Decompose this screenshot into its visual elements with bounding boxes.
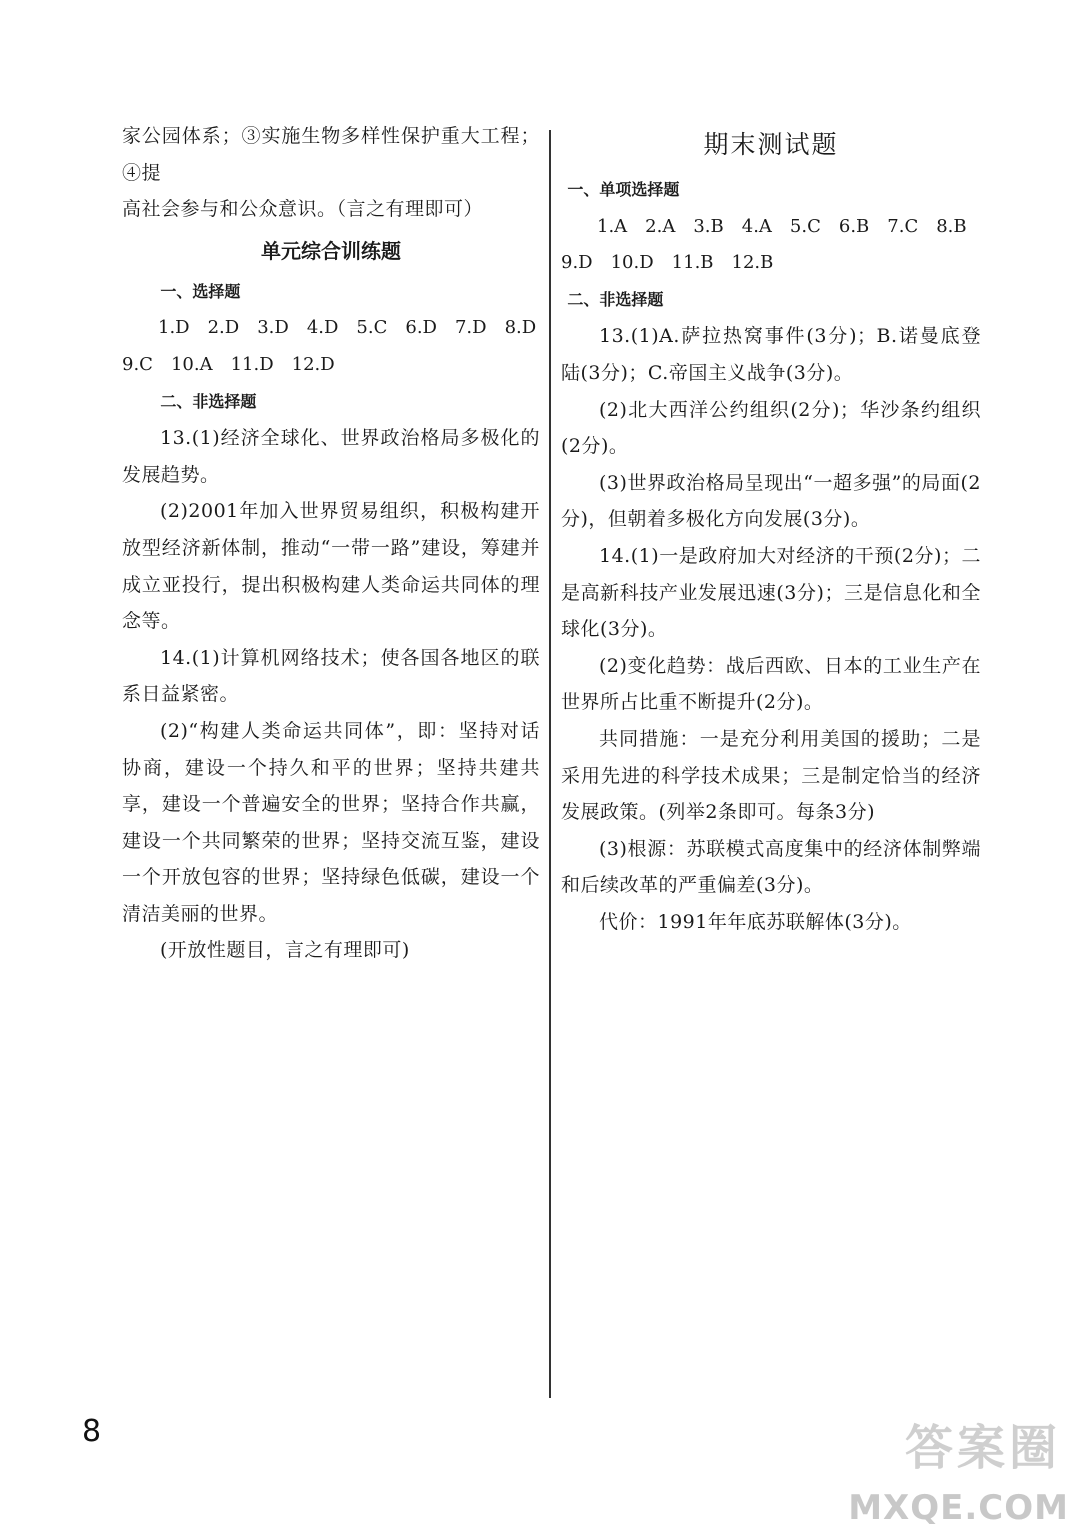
intro-line-2: 高社会参与和公众意识。（言之有理即可） — [122, 198, 484, 221]
nonchoice-heading: 二、非选择题 — [160, 391, 257, 411]
single-choice-answers-line-1: 1.A 2.A 3.B 4.A 5.C 6.B 7.C 8.B — [597, 215, 967, 237]
right-q13-part3: (3)世界政治格局呈现出“一超多强”的局面(2分)，但朝着多极化方向发展(3分)。 — [561, 471, 981, 531]
choice-heading: 一、选择题 — [160, 281, 241, 301]
intro-line-1: 家公园体系；③实施生物多样性保护重大工程；④提 — [122, 125, 540, 184]
open-question-note: (开放性题目，言之有理即可) — [160, 939, 410, 962]
single-choice-answers-line-2: 9.D 10.D 11.B 12.B — [561, 252, 774, 274]
page-number: 8 — [82, 1414, 102, 1449]
single-choice-heading: 一、单项选择题 — [567, 180, 680, 199]
q13-part1: 13.(1)经济全球化、世界政治格局多极化的发展趋势。 — [122, 427, 540, 486]
right-q13-part2: (2)北大西洋公约组织(2分)；华沙条约组织(2分)。 — [561, 398, 981, 458]
q14-part1: 14.(1)计算机网络技术；使各国各地区的联系日益紧密。 — [122, 646, 540, 706]
choice-answers-line-2: 9.C 10.A 11.D 12.D — [122, 353, 335, 375]
right-column — [561, 118, 981, 940]
right-q14-part2: (2)变化趋势：战后西欧、日本的工业生产在世界所占比重不断提升(2分)。 — [561, 654, 981, 714]
q13-part2: (2)2001年加入世界贸易组织，积极构建开放型经济新体制，推动“一带一路”建设，筹建并成立亚投行，提出积极构建人类命运共同体的理念等。 — [122, 500, 540, 633]
column-divider — [549, 130, 551, 1398]
watermark-logo-text: 答案圈 — [904, 1420, 1061, 1476]
right-q13-part1: 13.(1)A.萨拉热窝事件(3分)；B.诺曼底登陆(3分)；C.帝国主义战争(3分)。 — [561, 325, 981, 384]
right-q14-part4: (3)根源：苏联模式高度集中的经济体制弊端和后续改革的严重偏差(3分)。 — [561, 837, 981, 897]
q14-part2: (2)“构建人类命运共同体”，即：坚持对话协商，建设一个持久和平的世界；坚持共建共享，建设一个普遍安全的世界；坚持合作共赢，建设一个共同繁荣的世界；坚持交流互鉴，建设一个开放包容的世界；坚持绿色低碳，建设一个清洁美丽的世界。 — [122, 719, 540, 925]
right-nonchoice-heading: 二、非选择题 — [567, 289, 664, 309]
choice-answers-line-1: 1.D 2.D 3.D 4.D 5.C 6.D 7.D 8.D — [158, 317, 537, 339]
right-q14-part1: 14.(1)一是政府加大对经济的干预(2分)；二是高新科技产业发展迅速(3分)；三是信息化和全球化(3分)。 — [561, 544, 981, 641]
left-column — [122, 118, 540, 969]
right-q14-part5: 代价：1991年年底苏联解体(3分)。 — [599, 910, 912, 933]
right-q14-part3: 共同措施：一是充分利用美国的援助；二是采用先进的科学技术成果；三是制定恰当的经济发展政策。(列举2条即可。每条3分) — [561, 727, 981, 824]
final-exam-title: 期末测试题 — [703, 130, 839, 159]
unit-review-title: 单元综合训练题 — [261, 238, 401, 263]
watermark-url: MXQE.COM — [848, 1488, 1069, 1528]
